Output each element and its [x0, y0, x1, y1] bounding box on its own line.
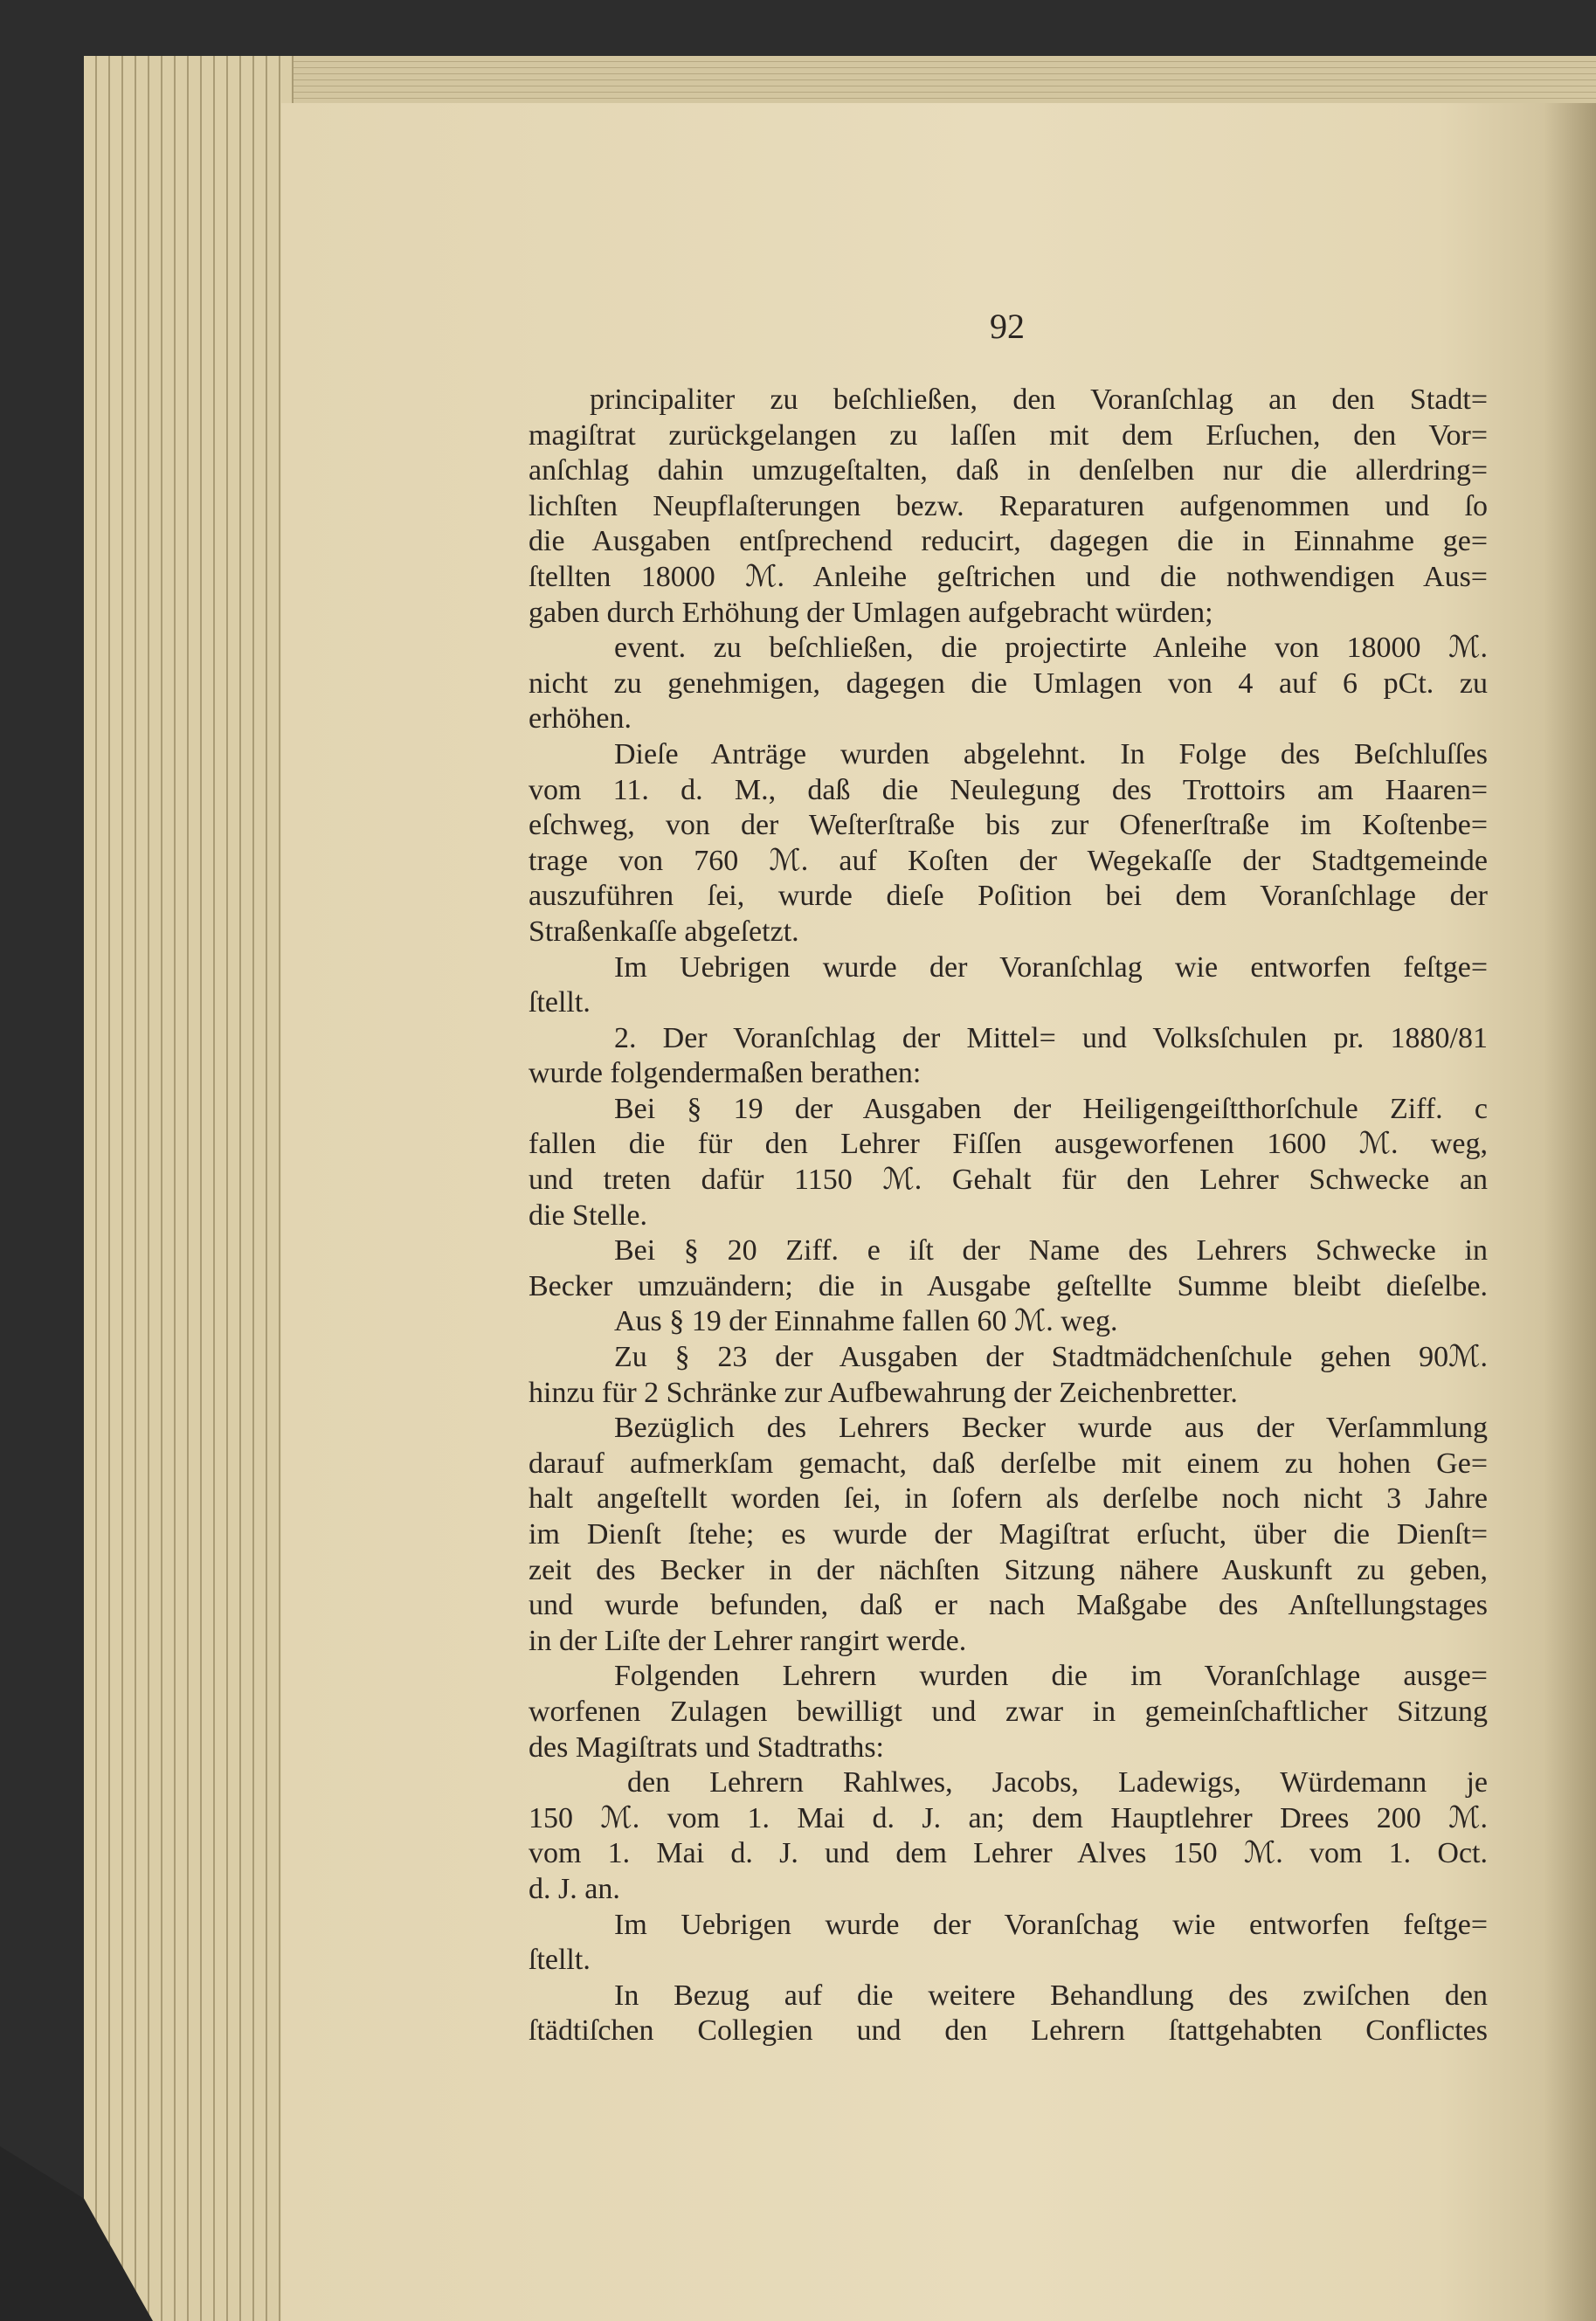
text-line: anſchlag dahin umzugeſtalten, daß in denſelben nur die allerdring= [529, 454, 1488, 487]
text-line: Bei § 19 der Ausgaben der Heiligengeiſtthorſchule Ziff. c [614, 1092, 1488, 1125]
text-line: darauf aufmerkſam gemacht, daß derſelbe mit einem zu hohen Ge= [529, 1447, 1488, 1480]
text-line: ſtädtiſchen Collegien und den Lehrern ſtattgehabten Conflictes [529, 2014, 1488, 2048]
text-line: fallen die für den Lehrer Fiſſen ausgeworfenen 1600 ℳ. weg, [529, 1128, 1488, 1161]
text-line: hinzu für 2 Schränke zur Aufbewahrung der Zeichenbretter. [529, 1376, 1238, 1409]
text-line: auszuführen ſei, wurde dieſe Poſition bei dem Voranſchlage der [529, 880, 1488, 913]
text-line: Zu § 23 der Ausgaben der Stadtmädchenſchule gehen 90ℳ. [614, 1341, 1488, 1374]
text-line: gaben durch Erhöhung der Umlagen aufgebracht würden; [529, 596, 1213, 629]
text-line: 2. Der Voranſchlag der Mittel= und Volksſchulen pr. 1880/81 [614, 1021, 1488, 1054]
text-line: trage von 760 ℳ. auf Koſten der Wegekaſſe der Stadtgemeinde [529, 844, 1488, 877]
text-line: in der Liſte der Lehrer rangirt werde. [529, 1624, 967, 1657]
text-line: ſtellt. [529, 986, 591, 1019]
text-line: Aus § 19 der Einnahme fallen 60 ℳ. weg. [614, 1305, 1118, 1338]
text-line: zeit des Becker in der nächſten Sitzung nähere Auskunft zu geben, [529, 1553, 1488, 1586]
text-line: den Lehrern Rahlwes, Jacobs, Ladewigs, Würdemann je [627, 1766, 1488, 1799]
body-text [529, 383, 1488, 2049]
text-line: und treten dafür 1150 ℳ. Gehalt für den Lehrer Schwecke an [529, 1164, 1488, 1197]
text-line: Straßenkaſſe abgeſetzt. [529, 915, 799, 948]
text-line: ſtellt. [529, 1944, 591, 1977]
text-line: eſchweg, von der Weſterſtraße bis zur Ofenerſtraße im Koſtenbe= [529, 809, 1488, 842]
text-line: principaliter zu beſchließen, den Voranſchlag an den Stadt= [590, 383, 1488, 416]
text-line: Dieſe Anträge wurden abgelehnt. In Folge des Beſchluſſes [614, 737, 1488, 770]
text-line: wurde folgendermaßen berathen: [529, 1057, 922, 1090]
text-line: und wurde befunden, daß er nach Maßgabe des Anſtellungstages [529, 1589, 1488, 1622]
text-line: vom 1. Mai d. J. und dem Lehrer Alves 150 ℳ. vom 1. Oct. [529, 1837, 1488, 1870]
text-line: des Magiſtrats und Stadtraths: [529, 1730, 885, 1764]
text-line: Im Uebrigen wurde der Voranſchag wie entworfen feſtge= [614, 1908, 1488, 1941]
text-line: ſtellten 18000 ℳ. Anleihe geſtrichen und die nothwendigen Aus= [529, 560, 1488, 593]
text-line: worfenen Zulagen bewilligt und zwar in gemeinſchaftlicher Sitzung [529, 1695, 1488, 1728]
text-line: erhöhen. [529, 702, 632, 736]
text-line: die Ausgaben entſprechend reducirt, dagegen die in Einnahme ge= [529, 525, 1488, 558]
text-line: Bei § 20 Ziff. e iſt der Name des Lehrers Schwecke in [614, 1234, 1488, 1268]
text-line: event. zu beſchließen, die projectirte Anleihe von 18000 ℳ. [614, 632, 1488, 665]
text-line: Im Uebrigen wurde der Voranſchlag wie entworfen feſtge= [614, 950, 1488, 984]
text-line: die Stelle. [529, 1198, 647, 1232]
text-line: halt angeſtellt worden ſei, in ſofern als derſelbe noch nicht 3 Jahre [529, 1482, 1488, 1516]
text-line: In Bezug auf die weitere Behandlung des zwiſchen den [614, 1979, 1488, 2012]
page-number: 92 [990, 307, 1025, 346]
text-line: nicht zu genehmigen, dagegen die Umlagen von 4 auf 6 pCt. zu [529, 667, 1488, 700]
text-line: Becker umzuändern; die in Ausgabe geſtellte Summe bleibt dieſelbe. [529, 1269, 1488, 1302]
text-line: vom 11. d. M., daß die Neulegung des Trottoirs am Haaren= [529, 773, 1488, 806]
text-line: Bezüglich des Lehrers Becker wurde aus der Verſammlung [614, 1412, 1488, 1445]
text-line: d. J. an. [529, 1872, 620, 1905]
text-line: im Dienſt ſtehe; es wurde der Magiſtrat erſucht, über die Dienſt= [529, 1518, 1488, 1551]
text-line: lichſten Neupflaſterungen bezw. Reparaturen aufgenommen und ſo [529, 489, 1488, 522]
text-line: Folgenden Lehrern wurden die im Voranſchlage ausge= [614, 1660, 1488, 1693]
page-stack-edges [84, 56, 294, 2321]
text-line: 150 ℳ. vom 1. Mai d. J. an; dem Hauptlehrer Drees 200 ℳ. [529, 1801, 1488, 1834]
text-line: magiſtrat zurückgelangen zu laſſen mit dem Erſuchen, den Vor= [529, 418, 1488, 452]
